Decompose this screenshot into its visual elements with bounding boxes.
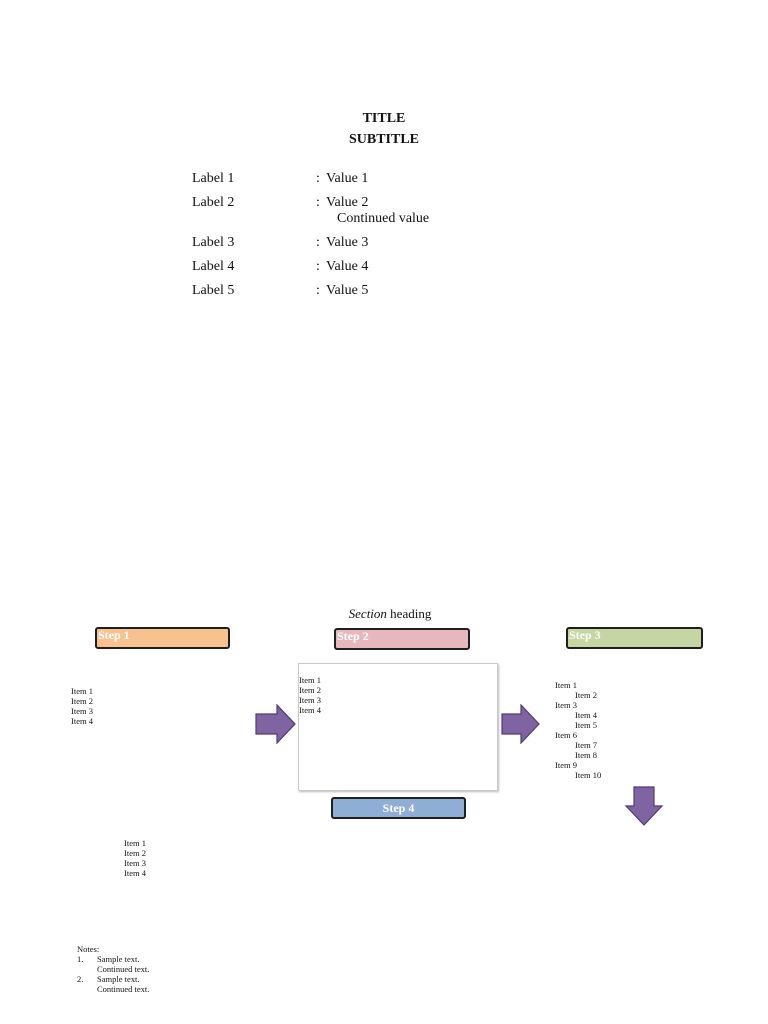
list-item: Item 2	[124, 848, 146, 858]
arrow-right-icon	[501, 704, 541, 744]
list-item: Item 1	[71, 686, 93, 696]
stage-2-items	[299, 675, 321, 715]
stage-2-box	[298, 663, 498, 791]
note-line: Sample text.	[97, 974, 140, 984]
list-item: Item 2	[71, 696, 93, 706]
note-item	[77, 974, 717, 994]
info-separator: :	[316, 171, 320, 186]
stage-3-items	[555, 680, 601, 780]
info-row-fase	[192, 235, 576, 251]
info-separator: :	[316, 283, 320, 298]
info-separator: :	[316, 235, 320, 250]
info-label: Label 5	[192, 283, 235, 298]
list-item: Item 1	[555, 680, 577, 690]
notes-heading: Notes:	[77, 944, 100, 954]
stage-2-header	[334, 628, 470, 650]
stage-label: Step 2	[337, 629, 369, 643]
list-item: Item 3	[124, 858, 146, 868]
list-item: Item 7	[575, 740, 597, 750]
info-table	[192, 171, 576, 307]
note-line: Sample text.	[97, 954, 140, 964]
list-item: Item 2	[299, 685, 321, 695]
program-title: SUBTITLE	[348, 132, 420, 147]
info-separator: :	[316, 195, 320, 210]
list-item: Item 10	[575, 770, 602, 780]
info-row-sekolah	[192, 283, 576, 299]
info-value: Value 5	[326, 283, 369, 298]
list-item: Item 3	[555, 700, 577, 710]
notes-section	[77, 944, 717, 994]
stage-1-items	[71, 686, 93, 726]
list-item: Item 1	[124, 838, 146, 848]
list-item: Item 2	[575, 690, 597, 700]
flowchart-title	[0, 606, 768, 622]
list-item: Item 4	[299, 705, 321, 715]
note-number: 1.	[77, 954, 84, 964]
list-item: Item 9	[555, 760, 577, 770]
note-number: 2.	[77, 974, 84, 984]
info-value: Value 1	[326, 171, 369, 186]
stage-4-header	[331, 797, 466, 819]
list-item: Item 1	[299, 675, 321, 685]
note-line: Continued text.	[97, 984, 150, 994]
info-label: Label 2	[192, 195, 235, 210]
note-text	[97, 974, 149, 994]
list-item: Item 4	[575, 710, 597, 720]
stage-3-header	[566, 627, 703, 649]
note-text	[97, 954, 149, 974]
info-value	[326, 195, 576, 227]
stage-label: Step 1	[98, 628, 130, 642]
info-value-line: Value 2	[326, 195, 369, 210]
list-item: Item 3	[71, 706, 93, 716]
info-value: Value 4	[326, 259, 369, 274]
note-item	[77, 954, 717, 974]
arrow-down-icon	[624, 786, 664, 826]
list-item: Item 8	[575, 750, 597, 760]
info-separator: :	[316, 259, 320, 274]
stage-label: Step 3	[569, 628, 601, 642]
info-row-bidang	[192, 171, 576, 187]
stage-label: Step 4	[382, 801, 415, 815]
info-label: Label 4	[192, 259, 235, 274]
info-label: Label 3	[192, 235, 235, 250]
flowchart-title-italic: Section	[348, 606, 387, 621]
info-value-line: Continued value	[337, 211, 430, 226]
arrow-right-icon	[255, 704, 297, 744]
info-row-mapel	[192, 195, 576, 227]
info-row-penyusun	[192, 259, 576, 275]
document-title: TITLE	[362, 111, 406, 126]
stage-1-header	[95, 627, 230, 649]
note-line: Continued text.	[97, 964, 150, 974]
list-item: Item 4	[124, 868, 146, 878]
list-item: Item 6	[555, 730, 577, 740]
stage-4-items	[124, 838, 146, 878]
info-value: Value 3	[326, 235, 369, 250]
list-item: Item 5	[575, 720, 597, 730]
info-label: Label 1	[192, 171, 235, 186]
flowchart-title-rest: heading	[390, 606, 432, 621]
list-item: Item 3	[299, 695, 321, 705]
list-item: Item 4	[71, 716, 93, 726]
